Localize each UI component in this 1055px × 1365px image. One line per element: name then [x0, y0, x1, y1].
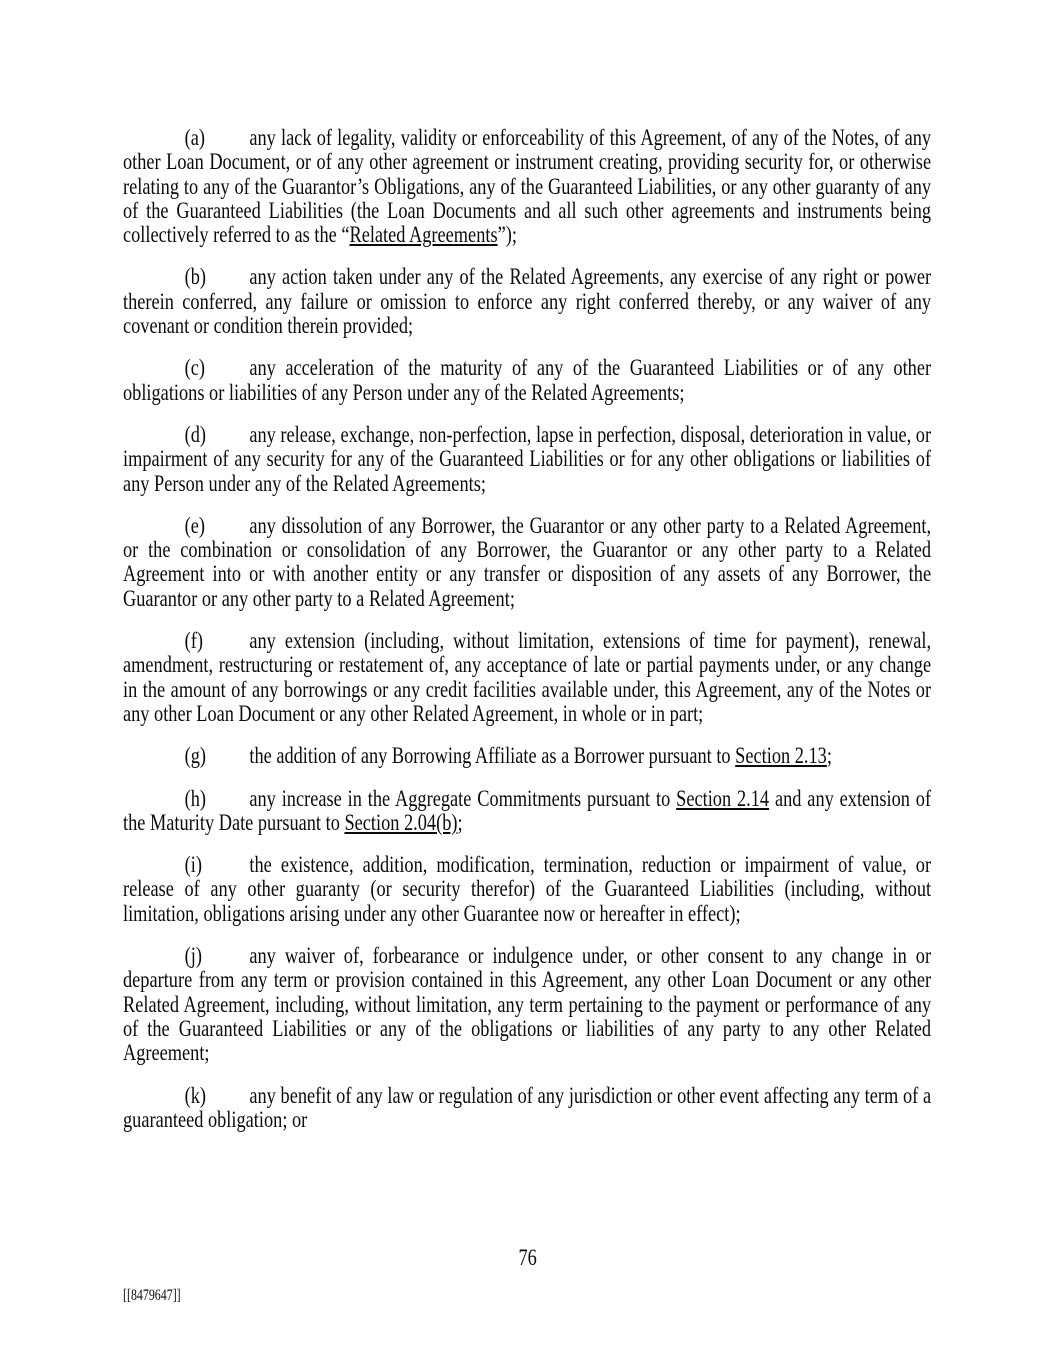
paragraph-text: any action taken under any of the Related Agreements, any exercise of any right or power therein conferred, any failure or omission to enforce any right conferred thereby, or any waiver of any covenant or condition therein provided; [123, 264, 932, 340]
paragraph-e [123, 514, 931, 611]
document-body [123, 126, 931, 1132]
paragraph-j [123, 944, 931, 1065]
paragraph-label: (j) [184, 943, 202, 970]
underlined-reference: Section 2.04(b) [344, 809, 458, 836]
paragraph-a [123, 126, 931, 247]
paragraph-text: ; [457, 809, 463, 836]
paragraph-label: (a) [184, 125, 205, 151]
paragraph-text: any dissolution of any Borrower, the Guarantor or any other party to a Related Agreement, or the combination or consolidation of any Borrower, the Guarantor or any other party to a Related Agreement into or with another entity or any transfer or disposition of any assets of any Borrower, the Guarantor or any other party to a Related Agreement; [123, 512, 932, 612]
paragraph-text: ; [826, 743, 832, 770]
paragraph-text: any benefit of any law or regulation of any jurisdiction or other event affecting any term of a guaranteed obligation; or [123, 1082, 932, 1133]
paragraph-d [123, 423, 931, 496]
paragraph-text: any acceleration of the maturity of any of the Guaranteed Liabilities or of any other obligations or liabilities of any Person under any of the Related Agreements; [123, 355, 932, 406]
paragraph-text: any waiver of, forbearance or indulgence under, or other consent to any change in or departure from any term or provision contained in this Agreement, any other Loan Document or any other Related Agreement, including, without limitation, any term pertaining to the payment or performance of any of the Guaranteed Liabilities or any of the obligations or liabilities of any party to any other Related Agreement; [123, 943, 932, 1067]
paragraph-text: any increase in the Aggregate Commitments pursuant to [249, 785, 677, 812]
paragraph-k [123, 1084, 931, 1133]
paragraph-label: (k) [184, 1082, 206, 1109]
paragraph-label: (e) [184, 512, 205, 539]
underlined-reference: Section 2.13 [735, 743, 827, 770]
paragraph-text: and any extension of the Maturity Date pursuant to [123, 785, 932, 836]
paragraph-b [123, 265, 931, 338]
paragraph-text: any lack of legality, validity or enforceability of this Agreement, of any of the Notes, of any other Loan Document, or of any other agreement or instrument creating, providing security for, or otherwise relating to any of the Guarantor’s Obligations, any of the Guaranteed Liabilities, or any other guaranty of any of the Guaranteed Liabilities (the Loan Documents and all such other agreements and instruments being collectively referred to as the “ [123, 125, 932, 249]
paragraph-label: (h) [184, 785, 206, 812]
paragraph-text: the addition of any Borrowing Affiliate as a Borrower pursuant to [249, 743, 736, 770]
paragraph-label: (b) [184, 264, 206, 291]
underlined-reference: Section 2.14 [676, 785, 770, 812]
paragraph-label: (f) [184, 628, 203, 655]
paragraph-i [123, 853, 931, 926]
paragraph-text: the existence, addition, modification, termination, reduction or impairment of value, or release of any other guaranty (or security therefor) of the Guaranteed Liabilities (including, without limitation, obligations arising under any other Guarantee now or hereafter in effect); [123, 852, 932, 927]
paragraph-c [123, 356, 931, 405]
paragraph-text: ”); [497, 222, 517, 249]
page-number: 76 [518, 1245, 537, 1271]
paragraph-label: (g) [184, 743, 206, 770]
paragraph-h [123, 787, 931, 836]
paragraph-g [123, 744, 931, 768]
paragraph-text: any extension (including, without limitation, extensions of time for payment), renewal, amendment, restructuring or restatement of, any acceptance of late or partial payments under, or any change in the amount of any borrowings or any credit facilities available under, this Agreement, any of the Notes or any other Loan Document or any other Related Agreement, in whole or in part; [123, 628, 932, 727]
paragraph-label: (c) [184, 355, 205, 382]
paragraph-label: (i) [184, 852, 202, 879]
paragraph-text: any release, exchange, non-perfection, lapse in perfection, disposal, deterioration in value, or impairment of any security for any of the Guaranteed Liabilities or for any other obligations or liabilities of any Person under any of the Related Agreements; [123, 421, 932, 497]
underlined-reference: Related Agreements [349, 222, 498, 249]
paragraph-f [123, 629, 931, 726]
document-id-stamp: [[8479647]] [123, 1287, 181, 1304]
paragraph-label: (d) [184, 421, 206, 448]
